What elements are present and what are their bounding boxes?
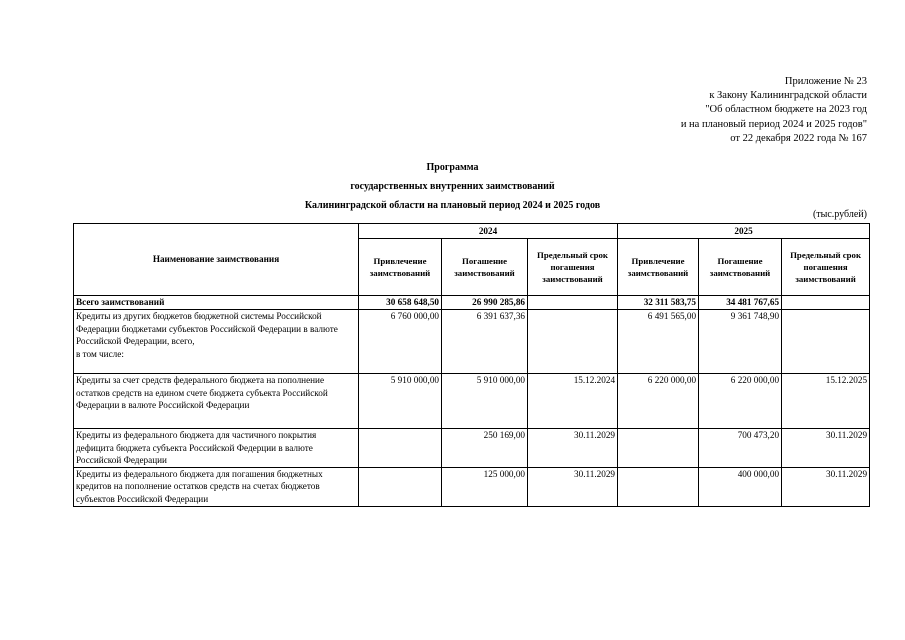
year-2025-header: 2025	[618, 224, 870, 239]
term-2024-value: 30.11.2029	[528, 467, 618, 506]
term-2024-value	[528, 296, 618, 310]
row-name	[74, 310, 359, 374]
attract-2024-value: 6 760 000,00	[359, 310, 442, 374]
row-name: Всего заимствований	[74, 296, 359, 310]
attract-2025-value: 32 311 583,75	[618, 296, 699, 310]
term-2024-value: 30.11.2029	[528, 429, 618, 468]
row-name: Кредиты за счет средств федерального бюджета на пополнение остатков средств на едином счете бюджета субъекта Российской Федерации в валюте Российской Федерации	[74, 374, 359, 429]
repay-2024-value: 6 391 637,36	[442, 310, 528, 374]
appendix-number: Приложение № 23	[784, 76, 867, 87]
repay-2025-value: 34 481 767,65	[699, 296, 782, 310]
table-row	[74, 429, 870, 468]
law-reference: к Закону Калининградской области	[709, 90, 867, 102]
term-2024-value: 15.12.2024	[528, 374, 618, 429]
row-name: Кредиты из федерального бюджета для погашения бюджетных кредитов на пополнение остатков средств на счетах бюджетов субъектов Российской Федерации	[74, 467, 359, 506]
name-column-header: Наименование заимствования	[74, 224, 359, 296]
repay-2024-value: 250 169,00	[442, 429, 528, 468]
row-name: Кредиты из федерального бюджета для частичного покрытия дефицита бюджета субъекта Российской Федерции в валюте Российской Федерации	[74, 429, 359, 468]
term-2025-value: 30.11.2029	[782, 467, 870, 506]
year-header-row	[74, 224, 870, 239]
document-title	[0, 158, 905, 215]
repay-2025-header: Погашение заимствований	[699, 239, 782, 296]
table-row	[74, 310, 870, 374]
repay-2025-value: 6 220 000,00	[699, 374, 782, 429]
attract-2025-value	[618, 429, 699, 468]
term-2025-value: 15.12.2025	[782, 374, 870, 429]
law-title-line1: "Об областном бюджете на 2023 год	[705, 104, 867, 116]
title-line3: Калининградской области на плановый период 2024 и 2025 годов	[304, 200, 601, 211]
borrowing-table	[73, 223, 870, 507]
term-2024-value	[528, 310, 618, 374]
attract-2024-value	[359, 429, 442, 468]
attract-2024-value: 30 658 648,50	[359, 296, 442, 310]
attract-2025-value: 6 491 565,00	[618, 310, 699, 374]
attract-2024-value	[359, 467, 442, 506]
table-row-total	[74, 296, 870, 310]
repay-2024-value: 26 990 285,86	[442, 296, 528, 310]
attract-2024-value: 5 910 000,00	[359, 374, 442, 429]
law-title-line2: и на плановый период 2024 и 2025 годов"	[680, 118, 867, 130]
units-label: (тыс.рублей)	[812, 209, 867, 220]
term-2024-header: Предельный срок погашения заимствований	[528, 239, 618, 296]
attract-2024-header: Привлечение заимствований	[359, 239, 442, 296]
repay-2025-value: 9 361 748,90	[699, 310, 782, 374]
attract-2025-value: 6 220 000,00	[618, 374, 699, 429]
row-name-sub: в том числе:	[76, 348, 124, 359]
row-name-main: Кредиты из других бюджетов бюджетной системы Российской Федерации бюджетами субъектов Российской Федерации в валюте Российской Федерации, всего,	[76, 311, 338, 347]
attract-2025-header: Привлечение заимствований	[618, 239, 699, 296]
title-line1: Программа	[426, 162, 479, 173]
table-row	[74, 467, 870, 506]
term-2025-header: Предельный срок погашения заимствований	[782, 239, 870, 296]
law-date: от 22 декабря 2022 года № 167	[730, 132, 867, 144]
repay-2025-value: 700 473,20	[699, 429, 782, 468]
appendix-header	[681, 75, 867, 146]
term-2025-value	[782, 296, 870, 310]
term-2025-value: 30.11.2029	[782, 429, 870, 468]
repay-2024-header: Погашение заимствований	[442, 239, 528, 296]
attract-2025-value	[618, 467, 699, 506]
term-2025-value	[782, 310, 870, 374]
year-2024-header: 2024	[359, 224, 618, 239]
title-line2: государственных внутренних заимствований	[350, 181, 555, 192]
repay-2024-value: 5 910 000,00	[442, 374, 528, 429]
repay-2024-value: 125 000,00	[442, 467, 528, 506]
repay-2025-value: 400 000,00	[699, 467, 782, 506]
table-row	[74, 374, 870, 429]
